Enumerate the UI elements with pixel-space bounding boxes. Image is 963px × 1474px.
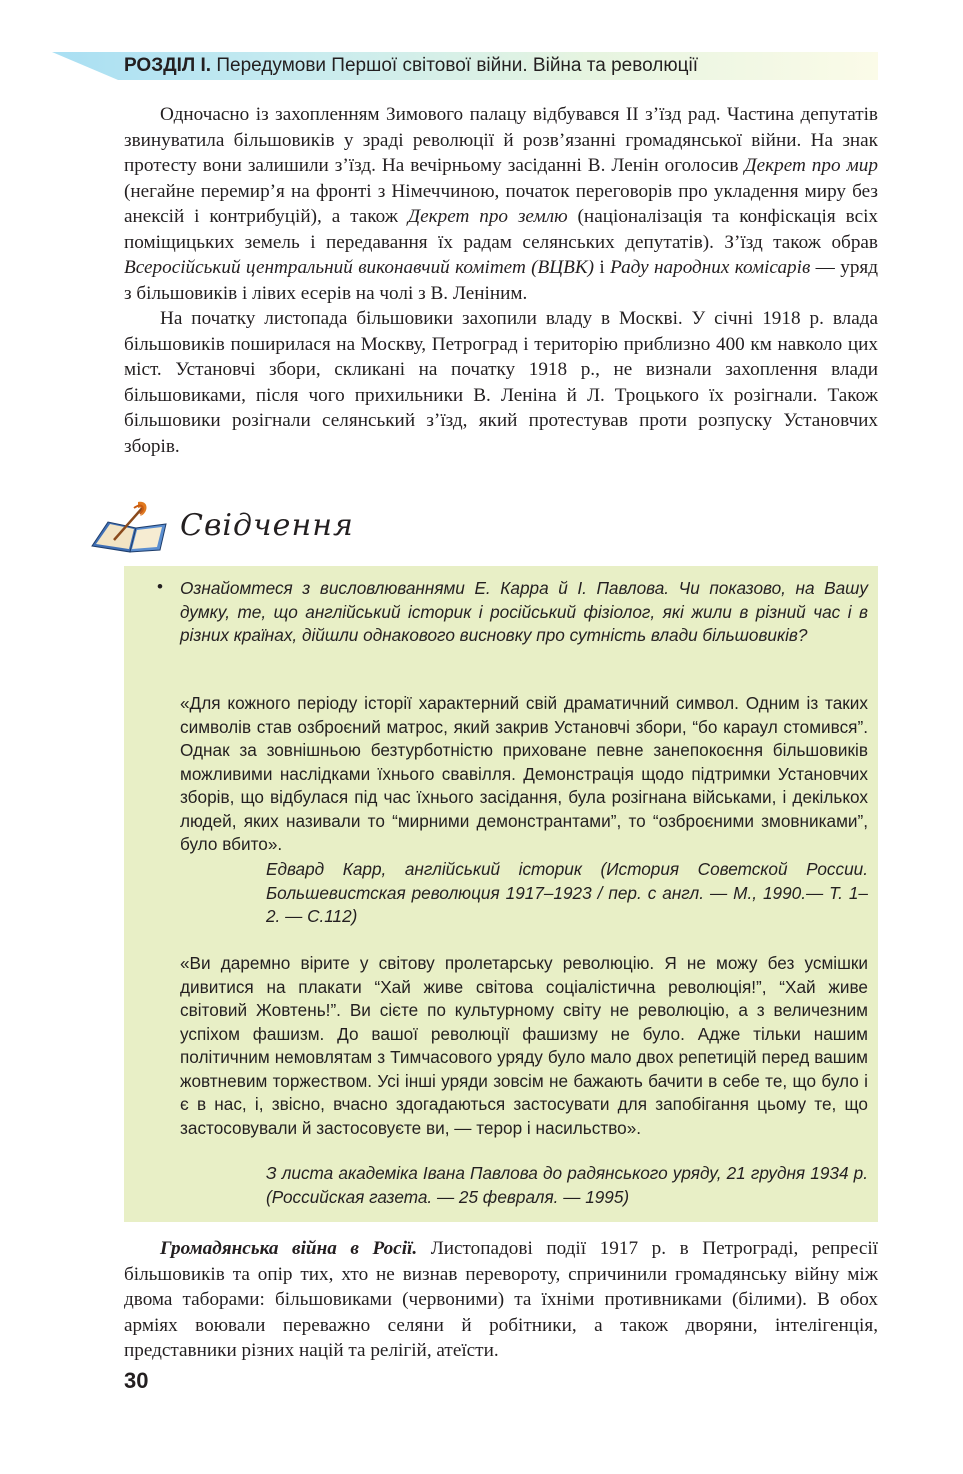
text-run: Одночасно із захопленням Зимового палацу відбувався II з’їзд рад. Частина депутатів звинуватила більшовиків у зраді революції й розв’язанні громадянської війни. На знак протесту вони залишили з’їзд. На вечірньому засіданні В. Ленін оголосив [124,104,878,176]
intro-paragraph-2: На початку листопада більшовики захопили владу в Москві. У січні 1918 р. влада більшовиків поширилася на Москву, Петроград і територію приблизно 400 км навколо цих міст. Установчі збори, скликані на початку 1918 р., не визнали захоплення влади більшовиками, після чого прихильники В. Леніна й Л. Троцького їх розігнали. Також більшовики розігнали селянський з’їзд, який протестував проти розпуску Установчих зборів. [124,308,878,457]
section-title: Передумови Першої світової війни. Війна та революції [216,55,698,76]
book-quill-icon [90,500,180,560]
civil-war-section [124,1236,878,1364]
evidence-question: Ознайомтеся з висловлюваннями Е. Карра й І. Павлова. Чи показово, на Вашу думку, те, що англійський історик і російський фізіолог, які жили в різний час і в різних країнах, дійшли однакового висновку про сутність влади більшовиків? [180,578,868,645]
bullet-icon: • [157,577,163,596]
quote-pavlov: «Ви даремно вірите у світову пролетарську революцію. Я не можу без усмішки дивитися на плакати “Хай живе світова соціалістична революція!”, “Хай живе світовий Жовтень!”. Ви сієте по культурному світу не революцію, а з величезним успіхом фашизм. До вашої революції фашизму не було. Адже тільки нашим політичним немовлятам з Тимчасового уряду було мало двох репетицій перед вашим жовтневим торжеством. Усі інші уряди зовсім не бажають бачити в себе те, що було і є в нас, і, звісно, вчасно здогадаються застосувати для запобігання цьому те, що застосовували й застосовуєте ви, — терор і насильство». [180,953,868,1138]
quote-carr: «Для кожного періоду історії характерний свій драматичний символ. Одним із таких символів став озброєний матрос, який закрив Установчі збори, “бо караул стомився”. Однак за зовнішньою безтурботністю приховане певне занепокоєння більшовиків можливими наслідками їхнього свавілля. Демонстрація щодо підтримки Установчих зборів, що відбулася під час їхнього засідання, була розігнана військами, і декількох людей, яких називали то “мирними демонстрантами”, то “озброєними змовниками”, було вбито». [180,693,868,854]
text-run: (націоналізація та конфіскація всіх поміщицьких земель і передавання їх радам селянських депутатів). З’їзд також обрав [124,206,879,253]
evidence-title: Свідчення [180,508,354,543]
intro-text [124,102,878,459]
civil-war-text: Листопадові події 1917 р. в Петрограді, репресії більшовиків та опір тих, хто не визнав перевороту, спричинили громадянську війну між двома таборами: більшовиками (червоними) та їхніми противниками (білими). В обох арміях воювали переважно селяни й робітники, а також дворяни, інтелігенція, представники різних націй та релігій, атеїсти. [124,1238,879,1361]
civil-war-heading: Громадянська війна в Росії. [160,1238,418,1259]
source-carr: Едвард Карр, англійський історик (История Советской России. Большевистская революция 1917–1923 / пер. с англ. — М., 1990.— Т. 1–2. — С.112) [266,859,868,926]
source-pavlov: З листа академіка Івана Павлова до радянського уряду, 21 грудня 1934 р. (Российская газета. — 25 февраля. — 1995) [266,1163,868,1207]
running-header [124,55,698,77]
civil-war-paragraph [124,1236,878,1364]
sovnarkom-term: Раду народних комісарів [610,257,811,278]
decree-peace-term: Декрет про мир [744,155,878,176]
page-number: 30 [124,1368,149,1393]
decree-land-term: Декрет про землю [407,206,568,227]
intro-paragraph-1 [124,102,878,306]
text-run: — уряд з більшовиків і лівих есерів на чолі з В. Леніним. [124,257,878,304]
text-run: і [594,257,611,278]
vcvk-term: Всеросійський центральний виконавчий комітет (ВЦВК) [124,257,594,278]
text-run: (негайне перемир’я на фронті з Німеччиною, початок переговорів про укладення миру без анексій і контрибуцій), а також [124,180,878,227]
section-label: РОЗДІЛ І. [124,55,212,76]
